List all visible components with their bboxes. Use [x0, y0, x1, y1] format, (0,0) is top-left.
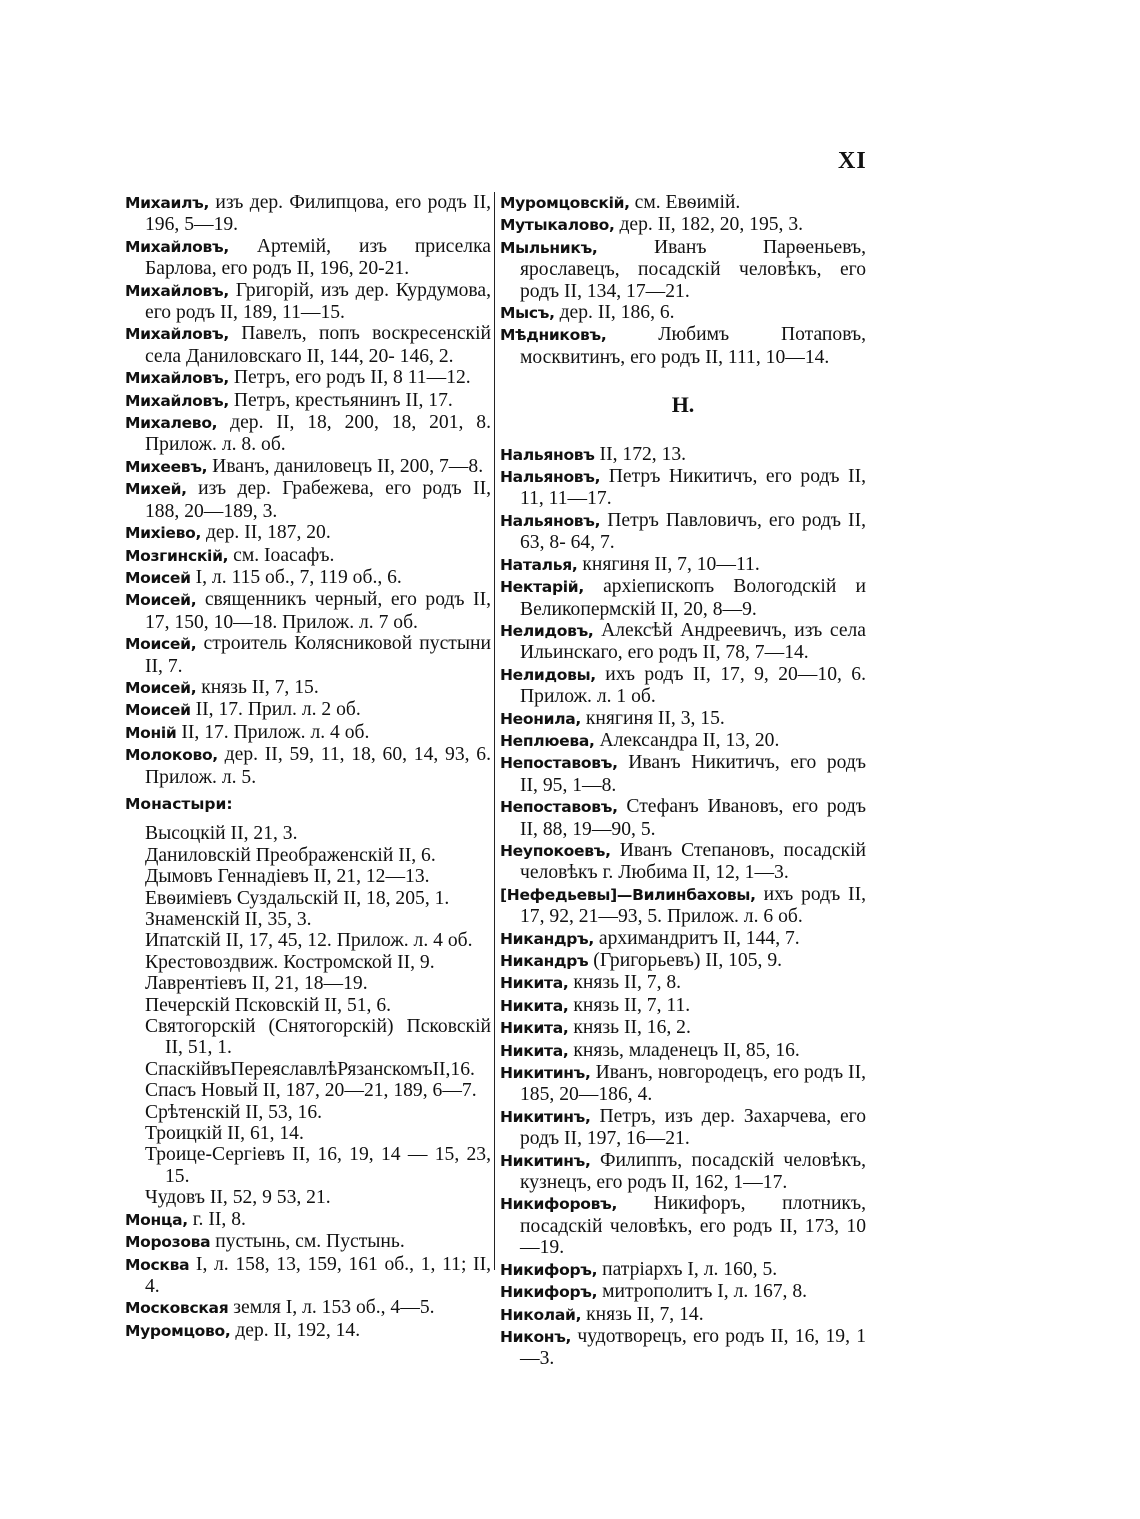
entry-headword: Морозова — [125, 1233, 211, 1252]
entry-headword: Мутыкалово, — [500, 216, 615, 235]
index-entry — [125, 236, 491, 280]
entry-headword: Моисей, — [125, 591, 197, 610]
entry-text: земля I, л. 153 об., 4—5. — [228, 1297, 435, 1319]
index-entry — [500, 752, 866, 796]
entry-text: архіепископъ Вологодскій и Великопермскій II, 20, 8—9. — [520, 576, 866, 620]
entry-text: Любимъ Потаповъ, москвитинъ, его родъ II, 111, 10—14. — [520, 324, 866, 368]
index-entry — [125, 567, 491, 589]
index-entry — [500, 576, 866, 620]
entry-text: Филиппъ, посадскій человѣкъ, кузнецъ, его родъ II, 162, 1—17. — [520, 1149, 866, 1194]
index-entry — [125, 677, 491, 699]
entry-headword: Мозгинскій, — [125, 546, 229, 565]
entry-text: ихъ родъ II, 17, 9, 20—10, 6. Прилож. л. 1 об. — [520, 663, 866, 708]
index-entry — [500, 466, 866, 510]
entry-text: Петръ Павловичъ, его родъ II, 63, 8- 64, 7. — [520, 509, 866, 554]
entry-headword: Мыльникъ, — [500, 238, 598, 257]
entry-text: ихъ родъ II, 17, 92, 21—93, 5. Прилож. л. 6 об. — [520, 883, 866, 928]
entry-text: строитель Колясниковой пустыни II, 7. — [145, 633, 491, 677]
entry-text: Павелъ, попъ воскресенскій села Даниловскаго II, 144, 20- 146, 2. — [145, 323, 491, 367]
entry-headword: Моисей, — [125, 635, 197, 654]
index-entry — [125, 1320, 491, 1342]
index-entry — [500, 1150, 866, 1194]
entry-text: Петръ Никитичъ, его родъ II, 11, 11—17. — [520, 466, 866, 510]
entry-headword: Михайловъ, — [125, 325, 229, 344]
index-entry — [125, 280, 491, 324]
monastery-entry: Спасъ Новый II, 187, 20—21, 189, 6—7. — [145, 1080, 477, 1102]
index-entry — [125, 722, 491, 744]
entry-headword: Никитинъ, — [500, 1107, 591, 1126]
entry-text: II, 17. Прил. л. 2 об. — [190, 699, 361, 721]
monastery-entry: Евѳиміевъ Суздальскій II, 18, 205, 1. — [145, 887, 450, 909]
entry-text: дер. II, 182, 20, 195, 3. — [614, 214, 804, 236]
entry-text: чудотворецъ, его родъ II, 16, 19, 1—3. — [520, 1325, 866, 1370]
entry-headword: Никифоръ, — [500, 1283, 598, 1302]
entry-headword: Никифоръ, — [500, 1260, 598, 1279]
entry-headword: Михей, — [125, 480, 187, 499]
entry-text: пустынь, см. Пустынь. — [210, 1231, 405, 1253]
entry-text: княгиня II, 7, 10—11. — [577, 553, 760, 575]
index-entry — [500, 840, 866, 884]
index-entry — [125, 522, 491, 544]
entry-text: князь II, 7, 15. — [196, 676, 319, 698]
entry-headword: Моній — [125, 723, 177, 742]
entry-headword: Моисей — [125, 568, 191, 587]
monastery-entry: Троицкій II, 61, 14. — [145, 1123, 304, 1145]
monasteries-heading: Монастыри: — [125, 794, 233, 813]
entry-text: князь, младенецъ II, 85, 16. — [568, 1039, 800, 1061]
entry-text: I, л. 158, 13, 159, 161 об., 1, 11; II, 4. — [145, 1253, 491, 1297]
entry-headword: Нальяновъ, — [500, 511, 601, 530]
entry-text: Петръ, крестьянинъ II, 17. — [228, 389, 453, 411]
monastery-entry: Троице-Сергіевъ II, 16, 19, 14 — 15, 23, 15. — [145, 1144, 491, 1187]
index-entry — [500, 302, 866, 324]
entry-text: см. Іоасафъ. — [228, 544, 335, 566]
entry-headword: Никита, — [500, 1019, 569, 1038]
section-letter: Н. — [671, 392, 695, 418]
index-entry — [500, 664, 866, 708]
entry-text: Иванъ, новгородецъ, его родъ II, 185, 20—186, 4. — [520, 1062, 866, 1106]
index-entry — [500, 214, 866, 236]
index-entry — [500, 1259, 866, 1281]
monastery-entry: Срѣтенскій II, 53, 16. — [145, 1101, 323, 1123]
index-entry — [125, 412, 491, 456]
monastery-entry: Крестовоздвиж. Костромской II, 9. — [145, 951, 435, 973]
entry-headword: Московская — [125, 1299, 229, 1318]
entry-headword: Наталья, — [500, 555, 578, 574]
entry-headword: Москва — [125, 1255, 190, 1274]
right-entries — [500, 192, 866, 368]
entry-headword: Никитинъ, — [500, 1064, 591, 1083]
index-entry — [125, 192, 491, 236]
index-entry — [500, 554, 866, 576]
entry-headword: Непоставовъ, — [500, 754, 618, 773]
index-entry — [500, 1281, 866, 1303]
index-entry — [125, 744, 491, 788]
entry-headword: Михайловъ, — [125, 391, 229, 410]
entry-headword: Неупокоевъ, — [500, 841, 611, 860]
right-column — [500, 192, 866, 1370]
left-column — [125, 192, 491, 1342]
index-entry — [125, 367, 491, 389]
index-entry — [500, 928, 866, 950]
entry-headword: Неплюева, — [500, 731, 595, 750]
entry-headword: Неонила, — [500, 709, 582, 728]
index-entry — [500, 1106, 866, 1150]
index-entry — [125, 390, 491, 412]
monasteries-list — [125, 823, 491, 1208]
index-entry — [500, 324, 866, 368]
monastery-entry: Святогорскій (Снятогорскій) Псковскій II, 51, 1. — [145, 1016, 491, 1059]
entry-text: Петръ, его родъ II, 8 11—12. — [228, 367, 471, 389]
entry-headword: Никандръ, — [500, 929, 594, 948]
index-entry — [500, 884, 866, 928]
left-entries — [125, 192, 491, 788]
entry-text: изъ дер. Филипцова, его родъ II, 196, 5—19. — [145, 192, 491, 236]
entry-headword: Нелидовъ, — [500, 621, 594, 640]
index-entry — [500, 620, 866, 664]
index-entry — [125, 589, 491, 633]
entry-headword: Никита, — [500, 996, 569, 1015]
entry-text: священникъ черный, его родъ II, 17, 150, 10—18. Прилож. л. 7 об. — [145, 589, 491, 633]
monastery-entry: Лаврентіевъ II, 21, 18—19. — [145, 973, 368, 995]
entry-headword: [Нефедьевы]—Вилинбаховы, — [500, 885, 756, 904]
entry-headword: Моисей, — [125, 678, 197, 697]
index-entry — [125, 478, 491, 522]
entry-text: дер. II, 192, 14. — [230, 1319, 361, 1341]
entry-headword: Никита, — [500, 974, 569, 993]
monastery-entry: Высоцкій II, 21, 3. — [145, 823, 298, 845]
entry-headword: Муромцовскій, — [500, 194, 630, 212]
entry-text: князь II, 7, 8. — [568, 972, 682, 994]
index-entry — [125, 1254, 491, 1298]
entry-text: Артемій, изъ приселка Барлова, его родъ II, 196, 20-21. — [145, 235, 491, 280]
entry-headword: Михіево, — [125, 524, 202, 543]
index-entry — [500, 1017, 866, 1039]
entry-headword: Мѣдниковъ, — [500, 326, 607, 345]
left-entries-after — [125, 1209, 491, 1342]
entry-headword: Нектарій, — [500, 578, 584, 597]
entry-headword: Никитинъ, — [500, 1151, 591, 1170]
entry-text: I, л. 115 об., 7, 119 об., 6. — [190, 566, 402, 588]
entry-text: Стефанъ Ивановъ, его родъ II, 88, 19—90, 5. — [520, 796, 866, 840]
index-entry — [500, 1193, 866, 1258]
index-entry — [500, 995, 866, 1017]
entry-text: Иванъ Степановъ, посадскій человѣкъ г. Любима II, 12, 1—3. — [520, 839, 866, 884]
monastery-entry: СпаскійвъПереяславлѣРязанскомъII,16. — [145, 1058, 475, 1080]
monastery-entry: Чудовъ II, 52, 9 53, 21. — [145, 1187, 331, 1209]
entry-headword: Михайловъ, — [125, 281, 229, 300]
entry-text: Григорій, изъ дер. Курдумова, его родъ II, 189, 11—15. — [145, 279, 491, 324]
entry-headword: Нальяновъ — [500, 445, 595, 464]
entry-text: дер. II, 187, 20. — [201, 522, 331, 544]
entry-headword: Нальяновъ, — [500, 468, 601, 487]
monastery-entry: Печерскій Псковскій II, 51, 6. — [145, 994, 392, 1016]
entry-text: архимандритъ II, 144, 7. — [593, 927, 800, 949]
entry-text: патріархъ I, л. 160, 5. — [597, 1258, 778, 1280]
entry-headword: Муромцово, — [125, 1321, 231, 1340]
entry-headword: Монца, — [125, 1210, 188, 1229]
entry-headword: Михайловъ, — [125, 369, 229, 388]
index-entry — [500, 730, 866, 752]
entry-headword: Михеевъ, — [125, 457, 208, 476]
index-entry — [125, 699, 491, 721]
index-entry — [500, 1304, 866, 1326]
entry-text: (Григорьевъ) II, 105, 9. — [588, 950, 783, 971]
index-entry — [125, 633, 491, 677]
page-number: XI — [838, 148, 867, 174]
entry-headword: Михайловъ, — [125, 237, 229, 256]
entry-headword: Нелидовы, — [500, 665, 596, 684]
entry-text: см. Евѳимій. — [629, 192, 741, 213]
index-entry — [125, 323, 491, 367]
entry-text: дер. II, 59, 11, 18, 60, 14, 93, 6. Прилож. л. 5. — [145, 744, 491, 788]
entry-text: дер. II, 18, 200, 18, 201, 8. Прилож. л. 8. об. — [145, 412, 491, 456]
entry-text: митрополитъ I, л. 167, 8. — [597, 1281, 808, 1303]
entry-text: Александра II, 13, 20. — [594, 729, 780, 751]
monastery-entry: Дымовъ Геннадіевъ II, 21, 12—13. — [145, 866, 430, 888]
entry-headword: Никандръ — [500, 952, 589, 970]
entry-headword: Моисей — [125, 701, 191, 720]
entry-headword: Никита, — [500, 1041, 569, 1060]
index-entry — [500, 444, 866, 466]
entry-headword: Мысъ, — [500, 304, 555, 323]
entry-text: г. II, 8. — [187, 1208, 246, 1230]
entry-text: княгиня II, 3, 15. — [581, 707, 725, 729]
entry-text: князь II, 7, 14. — [581, 1303, 704, 1325]
entry-text: Иванъ Парѳеньевъ, ярославецъ, посадскій человѣкъ, его родъ II, 134, 17—21. — [520, 236, 866, 302]
index-entry — [500, 510, 866, 554]
index-entry — [500, 192, 866, 214]
entry-text: Иванъ, даниловецъ II, 200, 7—8. — [207, 455, 484, 477]
index-entry — [125, 1209, 491, 1231]
index-entry — [500, 1040, 866, 1062]
index-entry — [500, 708, 866, 730]
entry-text: князь II, 16, 2. — [568, 1017, 691, 1039]
monastery-entry: Знаменскій II, 35, 3. — [145, 909, 312, 930]
entry-headword: Михаилъ, — [125, 194, 210, 212]
monastery-entry: Ипатскій II, 17, 45, 12. Прилож. л. 4 об. — [145, 930, 473, 952]
entry-text: Иванъ Никитичъ, его родъ II, 95, 1—8. — [520, 752, 866, 796]
entry-text: изъ дер. Грабежева, его родъ II, 188, 20—189, 3. — [145, 478, 491, 522]
column-divider — [494, 192, 495, 1270]
entry-text: II, 17. Прилож. л. 4 об. — [176, 721, 370, 743]
entry-headword: Михалево, — [125, 414, 218, 433]
entry-text: дер. II, 186, 6. — [554, 302, 675, 324]
index-entry — [125, 456, 491, 478]
entry-text: II, 172, 13. — [594, 443, 687, 465]
index-entry — [125, 1297, 491, 1319]
entry-text: Алексѣй Андреевичъ, изъ села Ильинскаго, его родъ II, 78, 7—14. — [520, 619, 866, 664]
entry-headword: Николай, — [500, 1305, 582, 1324]
index-entry — [500, 950, 866, 972]
index-entry — [125, 1231, 491, 1253]
right-entries-after — [500, 444, 866, 1370]
index-entry — [125, 545, 491, 567]
entry-headword: Молоково, — [125, 746, 218, 765]
index-entry — [500, 237, 866, 302]
entry-text: Петръ, изъ дер. Захарчева, его родъ II, 197, 16—21. — [520, 1105, 866, 1150]
entry-headword: Непоставовъ, — [500, 798, 618, 817]
entry-text: Никифоръ, плотникъ, посадскій человѣкъ, его родъ II, 173, 10—19. — [520, 1193, 866, 1259]
entry-headword: Никонъ, — [500, 1327, 572, 1346]
monastery-entry: Даниловскій Преображенскій II, 6. — [145, 844, 436, 866]
entry-headword: Никифоровъ, — [500, 1195, 618, 1214]
index-entry — [500, 1062, 866, 1106]
index-entry — [500, 796, 866, 840]
index-entry — [500, 972, 866, 994]
index-entry — [500, 1326, 866, 1370]
entry-text: князь II, 7, 11. — [568, 994, 691, 1016]
